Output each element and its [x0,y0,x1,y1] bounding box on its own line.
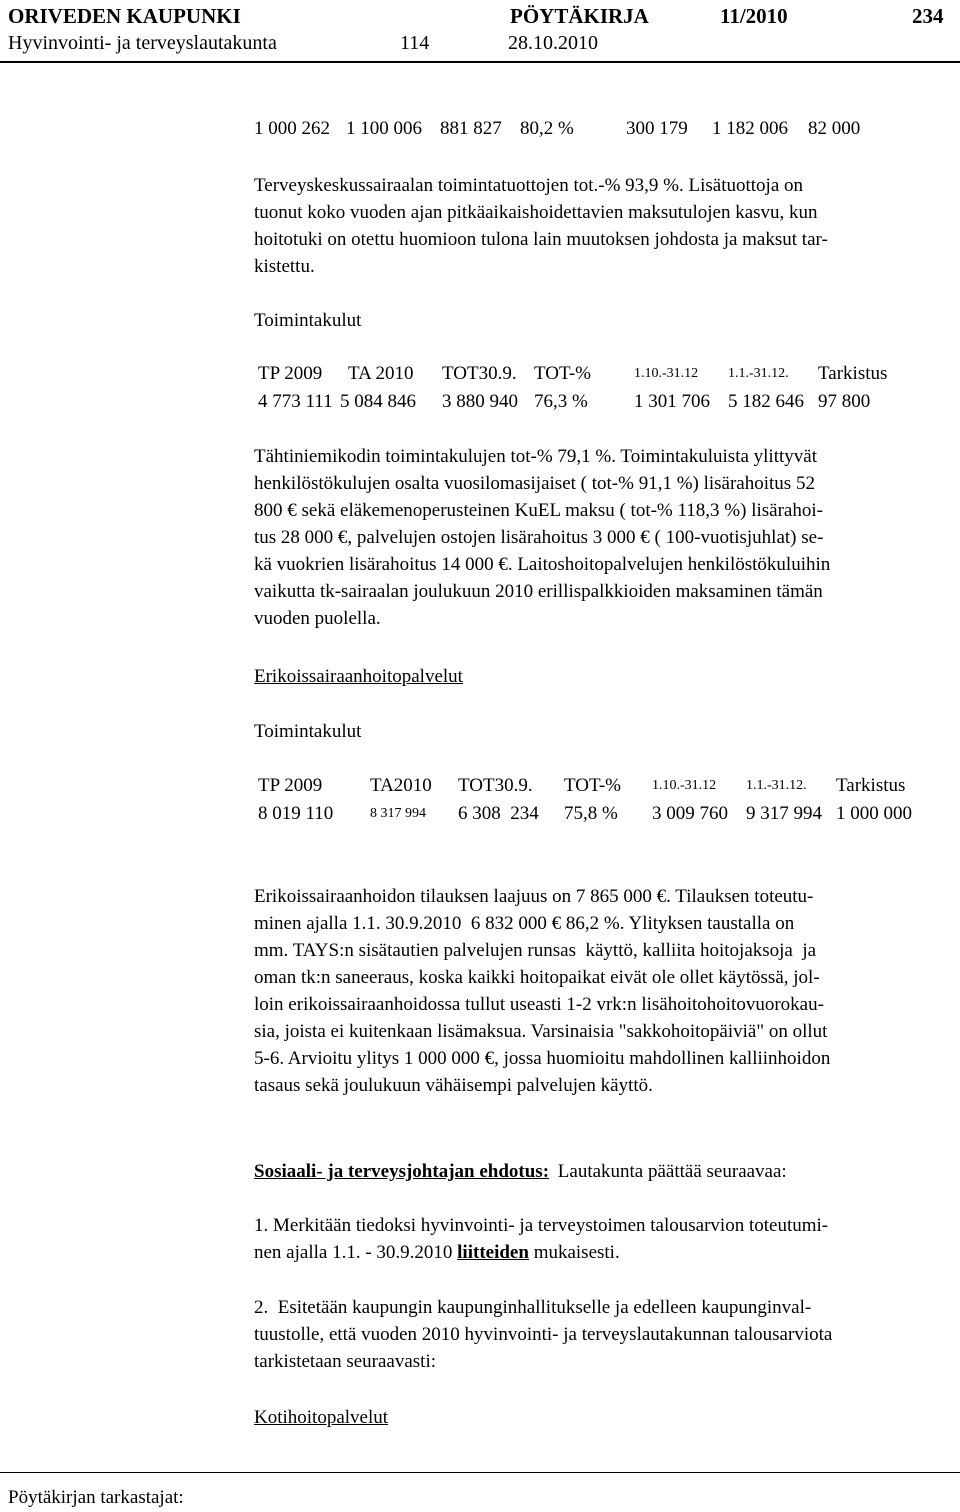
column-header: TOT-% [534,363,591,384]
attachments-link[interactable]: liitteiden [457,1242,529,1263]
proposal-text: Lautakunta päättää seuraavaa: [557,1161,787,1182]
text-line: sia, joista ei kuitenkaan lisämaksua. Varsinaisia "sakkohoitopäiviä" on ollut [254,1021,828,1042]
table-cell: 1 000 000 [836,803,912,824]
text-line: kä vuokrien lisärahoitus 14 000 €. Laitoshoitopalvelujen henkilöstökuluihin [254,554,831,575]
proposal-line [254,1158,787,1185]
text-line: tarkistetaan seuraavasti: [254,1351,437,1372]
section-heading-toimintakulut-2: Toimintakulut [254,721,362,742]
table-header-row [254,360,960,388]
section-heading-erikoissairaanhoito: Erikoissairaanhoitopalvelut [254,666,463,687]
table-cell: 1 000 262 [254,118,330,139]
table-cell: 3 009 760 [652,803,728,824]
page-number: 234 [912,4,944,28]
column-header: 1.10.-31.12 [652,778,717,793]
text-line: mm. TAYS:n sisätautien palvelujen runsas käyttö, kalliita hoitojaksoja ja [254,940,817,961]
text-line: henkilöstökulujen osalta vuosilomasijaiset ( tot-% 91,1 %) lisärahoitus 52 [254,473,815,494]
table-cell: 76,3 % [534,391,588,412]
table-cell: 80,2 % [520,118,574,139]
table-header-row [254,772,960,800]
text-line: 800 € sekä eläkemenoperusteinen KuEL maksu ( tot-% 118,3 %) lisärahoi- [254,500,823,521]
decision-item-2 [254,1294,954,1375]
text-line: vaikutta tk-sairaalan joulukuun 2010 erillispalkkioiden maksaminen tämän [254,581,823,602]
table-cell: 6 308 234 [458,803,539,824]
costs-table-1 [254,360,960,416]
column-header: 1.1.-31.12. [746,778,807,793]
section-heading-toimintakulut: Toimintakulut [254,310,362,331]
text-line: kistettu. [254,256,315,277]
text-line: 5-6. Arvioitu ylitys 1 000 000 €, jossa huomioitu mahdollinen kalliinhoidon [254,1048,831,1069]
column-header: TA2010 [370,775,432,796]
column-header: 1.1.-31.12. [728,366,789,381]
column-header: TOT-% [564,775,621,796]
table-cell: 75,8 % [564,803,618,824]
text-line: vuoden puolella. [254,608,381,629]
table-cell: 881 827 [440,118,502,139]
table-cell: 9 317 994 [746,803,822,824]
document-type: PÖYTÄKIRJA [510,4,649,28]
decision-item-1 [254,1212,954,1266]
document-number: 11/2010 [720,4,788,28]
column-header: TP 2009 [258,363,323,384]
table-row [254,800,960,828]
footer-rule [0,1472,960,1473]
table-row [254,115,960,143]
tahtiniemi-paragraph [254,443,954,632]
header-rule [0,61,960,63]
table-row [254,388,960,416]
text-line: Terveyskeskussairaalan toimintatuottojen tot.-% 93,9 %. Lisätuottoja on [254,175,804,196]
section-number: 114 [400,32,430,54]
column-header: 1.10.-31.12 [634,366,699,381]
column-header: TOT30.9. [458,775,533,796]
footer-reviewers-label: Pöytäkirjan tarkastajat: [8,1487,184,1508]
text-line: tuustolle, että vuoden 2010 hyvinvointi- ja terveyslautakunnan talousarviota [254,1324,833,1345]
meeting-date: 28.10.2010 [508,32,598,54]
city-name: ORIVEDEN KAUPUNKI [8,4,241,28]
text-line: tuonut koko vuoden ajan pitkäaikaishoidettavien maksutulojen kasvu, kun [254,202,818,223]
section-heading-kotihoito: Kotihoitopalvelut [254,1407,389,1428]
table-cell: 5 182 646 [728,391,804,412]
table-cell: 300 179 [626,118,688,139]
text-line: Erikoissairaanhoidon tilauksen laajuus on 7 865 000 €. Tilauksen toteutu- [254,886,814,907]
text-line: hoitotuki on otettu huomioon tulona lain muutoksen johdosta ja maksut tar- [254,229,828,250]
table-cell: 1 301 706 [634,391,710,412]
text-line: Tähtiniemikodin toimintakulujen tot-% 79,1 %. Toimintakuluista ylittyvät [254,446,817,467]
board-name: Hyvinvointi- ja terveyslautakunta [8,32,277,54]
table-cell: 1 182 006 [712,118,788,139]
column-header: TP 2009 [258,775,323,796]
erikoissairaanhoito-paragraph [254,883,954,1099]
costs-table-2 [254,772,960,828]
text-line: loin erikoissairaanhoidossa tullut useasti 1-2 vrk:n lisähoitohoitovuorokau- [254,994,824,1015]
text-line [254,1239,954,1266]
income-paragraph [254,172,954,280]
table-cell: 8 019 110 [258,803,334,824]
column-header: Tarkistus [818,363,888,384]
table-cell: 1 100 006 [346,118,422,139]
table-cell: 3 880 940 [442,391,518,412]
text-line: 2. Esitetään kaupungin kaupunginhallitukselle ja edelleen kaupunginval- [254,1297,812,1318]
text-line: 1. Merkitään tiedoksi hyvinvointi- ja terveystoimen talousarvion toteutumi- [254,1215,829,1236]
table-cell: 5 084 846 [340,391,416,412]
proposal-label: Sosiaali- ja terveysjohtajan ehdotus: [254,1161,550,1182]
table-cell: 97 800 [818,391,871,412]
text-line: minen ajalla 1.1. 30.9.2010 6 832 000 € 86,2 %. Ylityksen taustalla on [254,913,795,934]
column-header: TA 2010 [348,363,414,384]
text-fragment: mukaisesti. [528,1242,620,1263]
top-figures-table [254,115,960,143]
table-cell: 4 773 111 [258,391,333,412]
table-cell: 8 317 994 [370,806,426,821]
table-cell: 82 000 [808,118,861,139]
text-line: tus 28 000 €, palvelujen ostojen lisärahoitus 3 000 € ( 100-vuotisjuhlat) se- [254,527,824,548]
text-line: oman tk:n saneeraus, koska kaikki hoitopaikat eivät ole ollet käytössä, jol- [254,967,820,988]
text-line: tasaus sekä joulukuun vähäisempi palvelujen käyttö. [254,1075,653,1096]
column-header: TOT30.9. [442,363,517,384]
column-header: Tarkistus [836,775,906,796]
text-fragment: nen ajalla 1.1. - 30.9.2010 [254,1242,458,1263]
